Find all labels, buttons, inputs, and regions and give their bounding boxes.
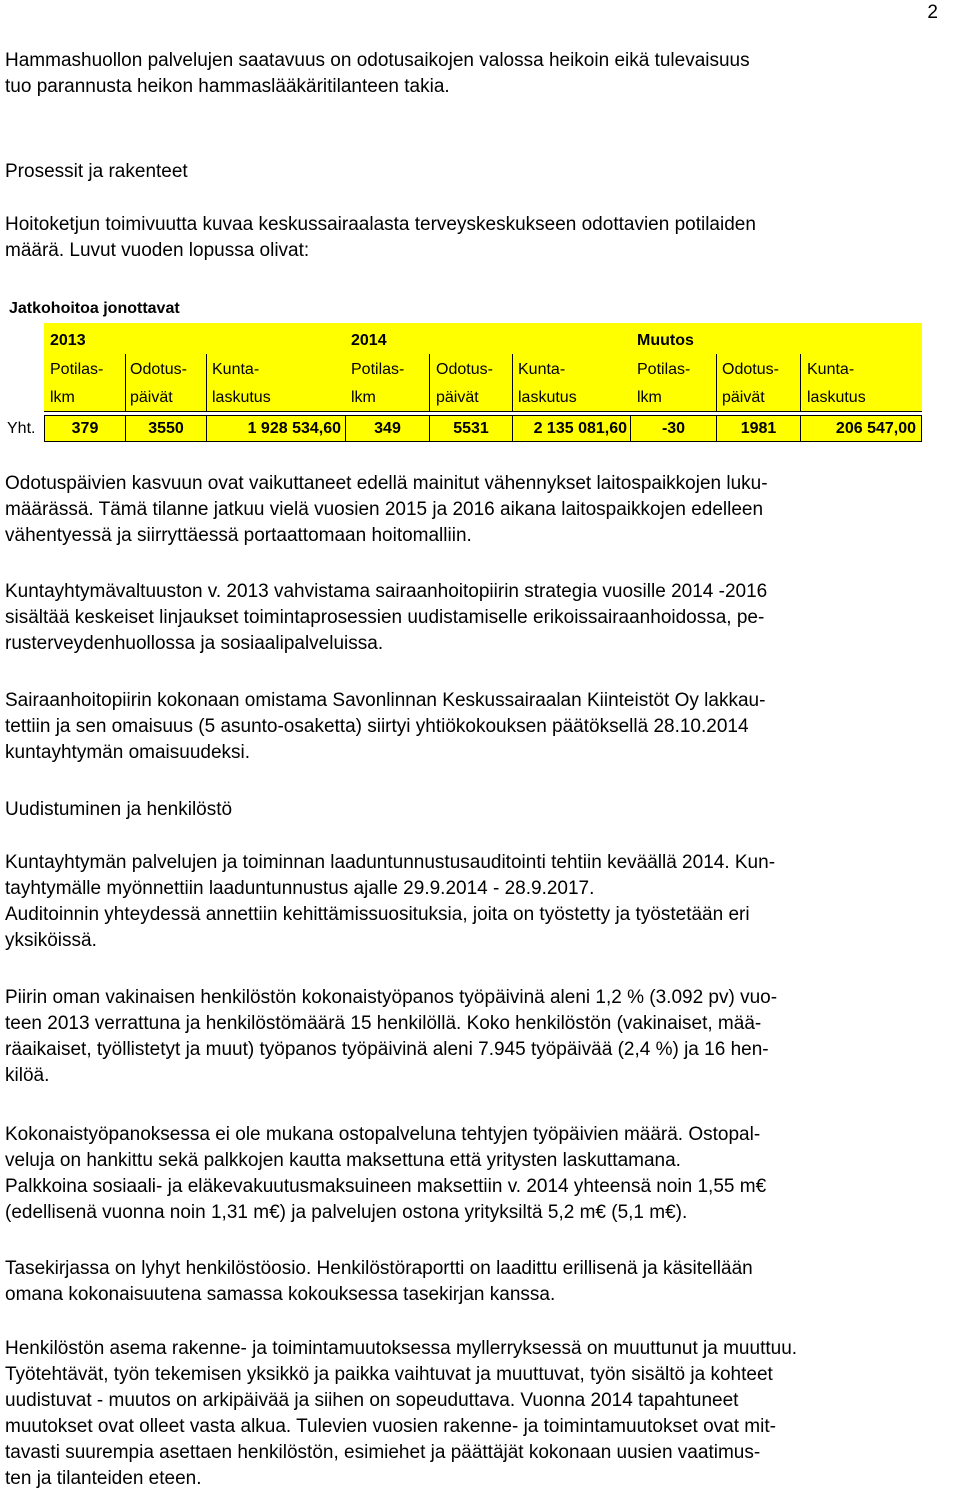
text-line: veluja on hankittu sekä palkkojen kautta maksettuna että yritysten laskuttamana. [5, 1150, 681, 1171]
text-line: määrä. Luvut vuoden lopussa olivat: [5, 240, 310, 261]
table-title: Jatkohoitoa jonottavat [9, 300, 180, 317]
waiting-patients-table [0, 323, 930, 445]
header-cell: päivät [722, 389, 765, 406]
heading-renewal-staff [5, 797, 955, 823]
header-cell: laskutus [518, 389, 577, 406]
text-line: tavasti suurempia asettaen henkilöstön, esimiehet ja päättäjät kokonaan uusien vaatimus- [5, 1442, 761, 1463]
paragraph-care-chain [5, 212, 955, 264]
table-cell: 1 928 534,60 [247, 420, 341, 437]
text-line: ten ja tilanteiden eteen. [5, 1468, 202, 1489]
text-line: Kokonaistyöpanoksessa ei ole mukana ostopalveluna tehtyjen työpäivien määrä. Ostopal- [5, 1124, 761, 1145]
text-line: kuntayhtymän omaisuudeksi. [5, 742, 251, 763]
text-line: Tasekirjassa on lyhyt henkilöstöosio. Henkilöstöraportti on laadittu erillisenä ja käsitellään [5, 1258, 753, 1279]
header-cell: päivät [436, 389, 479, 406]
text-line: uudistuvat - muutos on arkipäivää ja siihen on sopeuduttava. Vuonna 2014 tapahtuneet [5, 1390, 739, 1411]
text-line: rusterveydenhuollossa ja sosiaalipalveluissa. [5, 633, 384, 654]
header-cell: lkm [637, 389, 662, 406]
header-cell: päivät [130, 389, 173, 406]
table-cell: -30 [661, 420, 686, 437]
text-line: (edellisenä vuonna noin 1,31 m€) ja palvelujen ostona yrityksiltä 5,2 m€ (5,1 m€). [5, 1202, 688, 1223]
table-cell: 2 135 081,60 [533, 420, 627, 437]
header-cell: Kunta- [212, 361, 260, 378]
text-line: Palkkoina sosiaali- ja eläkevakuutusmaksuineen maksettiin v. 2014 yhteensä noin 1,55 m€ [5, 1176, 767, 1197]
header-cell: laskutus [807, 389, 866, 406]
text-line: Kuntayhtymävaltuuston v. 2013 vahvistama sairaanhoitopiirin strategia vuosille 2014 -2016 [5, 581, 768, 602]
text-line: sisältää keskeiset linjaukset toimintaprosessien uudistamiselle erikoissairaanhoidossa, pe- [5, 607, 765, 628]
page-number: 2 [927, 2, 938, 23]
text-line: Odotuspäivien kasvuun ovat vaikuttaneet edellä mainitut vähennykset laitospaikkojen luku- [5, 473, 768, 494]
heading-processes [5, 159, 955, 185]
text-line: tayhtymälle myönnettiin laaduntunnustus ajalle 29.9.2014 - 28.9.2017. [5, 878, 595, 899]
text-line: yksiköissä. [5, 930, 97, 951]
year-2014: 2014 [351, 332, 387, 349]
text-line: tuo parannusta heikon hammaslääkäritilanteen takia. [5, 76, 450, 97]
text-line: määrässä. Tämä tilanne jatkuu vielä vuosien 2015 ja 2016 aikana laitospaikkojen edelleen [5, 499, 764, 520]
header-cell: lkm [351, 389, 376, 406]
text-line: muutokset ovat olleet vasta alkua. Tulevien vuosien rakenne- ja toimintamuutokset ovat mit- [5, 1416, 776, 1437]
table-cell: 349 [374, 420, 401, 437]
table-cell: 5531 [453, 420, 489, 437]
paragraph-dental-care [5, 48, 955, 100]
header-cell: Odotus- [130, 361, 187, 378]
text-line: Hammashuollon palvelujen saatavuus on odotusaikojen valossa heikoin eikä tulevaisuus [5, 50, 750, 71]
header-cell: Potilas- [351, 361, 405, 378]
heading-text: Uudistuminen ja henkilöstö [5, 799, 233, 820]
table-cell: 206 547,00 [835, 420, 916, 437]
table-cell: 3550 [148, 420, 184, 437]
paragraph-purchased-services [5, 1122, 955, 1226]
text-line: tettiin ja sen omaisuus (5 asunto-osaketta) siirtyi yhtiökokouksen päätöksellä 28.10.2014 [5, 716, 749, 737]
paragraph-audit [5, 850, 955, 954]
text-line: Sairaanhoitopiirin kokonaan omistama Savonlinnan Keskussairaalan Kiinteistöt Oy lakkau- [5, 690, 766, 711]
header-cell: Kunta- [807, 361, 855, 378]
text-line: Henkilöstön asema rakenne- ja toimintamuutoksessa myllerryksessä on muuttunut ja muuttuu. [5, 1338, 798, 1359]
text-line: omana kokonaisuutena samassa kokouksessa tasekirjan kanssa. [5, 1284, 556, 1305]
header-cell: Potilas- [50, 361, 104, 378]
header-cell: laskutus [212, 389, 271, 406]
header-cell: Odotus- [436, 361, 493, 378]
table-cell: 379 [71, 420, 99, 437]
text-line: kilöä. [5, 1065, 50, 1086]
year-2013: 2013 [50, 332, 86, 349]
text-line: räaikaiset, työllistetyt ja muut) työpanos työpäivinä aleni 7.945 työpäivää (2,4 %) ja 16 hen- [5, 1039, 769, 1060]
paragraph-strategy [5, 579, 955, 657]
paragraph-staff-report [5, 1256, 955, 1308]
row-label: Yht. [7, 420, 36, 437]
paragraph-workforce [5, 985, 955, 1089]
text-line: Työtehtävät, työn tekemisen yksikkö ja paikka vaihtuvat ja muuttuvat, työn sisältö ja kohteet [5, 1364, 773, 1385]
paragraph-real-estate [5, 688, 955, 766]
paragraph-staff-change [5, 1336, 955, 1492]
text-line: Hoitoketjun toimivuutta kuvaa keskussairaalasta terveyskeskukseen odottavien potilaiden [5, 214, 756, 235]
heading-text: Prosessit ja rakenteet [5, 161, 188, 182]
text-line: Kuntayhtymän palvelujen ja toiminnan laaduntunnustusauditointi tehtiin keväällä 2014. Kun- [5, 852, 776, 873]
text-line: vähentyessä ja siirryttäessä portaattomaan hoitomalliin. [5, 525, 472, 546]
text-line: Auditoinnin yhteydessä annettiin kehittämissuosituksia, joita on työstetty ja työstetään eri [5, 904, 750, 925]
header-cell: Kunta- [518, 361, 566, 378]
text-line: teen 2013 verrattuna ja henkilöstömäärä 15 henkilöllä. Koko henkilöstön (vakinaiset, mää- [5, 1013, 762, 1034]
header-cell: Odotus- [722, 361, 779, 378]
header-cell: lkm [50, 389, 75, 406]
year-change: Muutos [637, 332, 694, 349]
text-line: Piirin oman vakinaisen henkilöstön kokonaistyöpanos työpäivinä aleni 1,2 % (3.092 pv) vuo- [5, 987, 778, 1008]
table-cell: 1981 [740, 420, 777, 437]
header-cell: Potilas- [637, 361, 691, 378]
paragraph-waiting-days [5, 471, 955, 549]
